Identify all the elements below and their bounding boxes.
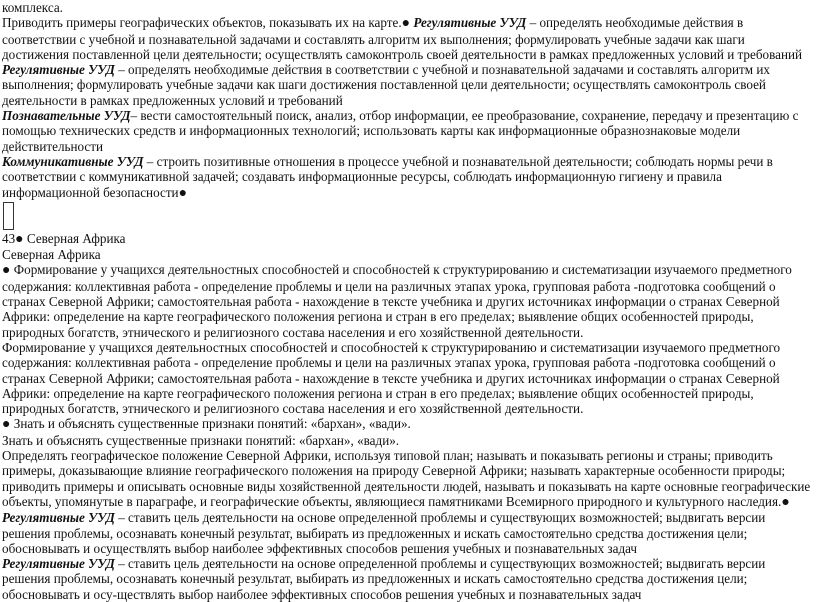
text: – ставить цель деятельности на основе определенной проблемы и существующих возможностей; выдвигать версии решения проблемы, осознавать конечный результат, выбирать из предложенных и искать самостоятельно средства достижения цели; обосновывать и осу-ществлять выбор наиболее эффективных способов решения учебных и познавательных задач (2, 556, 766, 602)
text: комплекса. (2, 0, 63, 15)
text: – определять необходимые действия в соответствии с учебной и познавательной задачами и составлять алгоритм их выполнения; формулировать учебные задачи как шаги достижения поставленной цели деятельности; осуществлять самоконтроль своей деятельности в рамках предложенных условий и требований (2, 62, 770, 108)
paragraph-examples-regulative (2, 15, 814, 62)
lesson-number: 43 (2, 230, 16, 246)
bold-heading: Регулятивные УУД (2, 510, 115, 526)
lesson-heading (2, 231, 814, 247)
text: Определять географическое положение Северной Африки, используя типовой план; называть и показывать регионы и страны; приводить примеры, доказывающие влияние географического положения на природу Северной Африки; называть характерные особенности природы; приводить примеры и описывать основные виды хозяйственной деятельности людей, называть и показывать на карте основные географические объекты, упомянутые в параграфе, и географические объекты, являющиеся памятниками Всемирного природного и культурного наследия. (2, 448, 811, 509)
bullet-icon: ● (401, 16, 411, 32)
text: – вести самостоятельный поиск, анализ, отбор информации, ее преобразование, сохранение, передачу и презентацию с помощью технических средств и информационных технологий; использовать карты как информационные образнознаковые модели действительности (2, 108, 799, 154)
text: Знать и объяснять существенные признаки понятий: «бархан», «вади». (10, 416, 411, 432)
bold-heading: Регулятивные УУД (2, 556, 115, 572)
lesson-title-plain (2, 247, 814, 262)
paragraph-complex (2, 0, 814, 15)
bullet-icon: ● (781, 494, 790, 510)
bold-heading: Регулятивные УУД (413, 15, 527, 31)
text: Приводить примеры географических объектов, показывать их на карте. (2, 15, 402, 31)
paragraph-formation-bullet (2, 262, 814, 339)
paragraph-cognitive (2, 108, 814, 154)
lesson-title: Северная Африка (23, 230, 126, 246)
text: – определять необходимые действия в соответствии с учебной и познавательной задачами и составлять алгоритм их выполнения; формулировать учебные задачи как шаги достижения поставленной цели деятельности; осуществлять самоконтроль своей деятельности в рамках предложенных условий и требований (2, 15, 803, 62)
empty-box (3, 202, 14, 230)
paragraph-communicative (2, 154, 814, 201)
paragraph-formation (2, 340, 814, 416)
bold-heading: Коммуникативные УУД (2, 153, 144, 169)
text: – строить позитивные отношения в процессе учебной и познавательной деятельности; соблюдать нормы речи в соответствии с коммуникативной задачей; создавать информационные ресурсы, соблюдать информационную гигиену и правила информационной безопасности (2, 153, 773, 200)
text: Знать и объяснять существенные признаки понятий: «бархан», «вади». (2, 432, 400, 448)
bullet-icon: ● (178, 185, 188, 201)
bold-heading: Познавательные УУД (2, 108, 131, 124)
paragraph-regulative-goal (2, 556, 814, 602)
paragraph-concepts (2, 433, 814, 448)
paragraph-regulative (2, 62, 814, 108)
bullet-icon: ● (15, 231, 24, 247)
text: Северная Африка (2, 247, 101, 263)
text: – ставить цель деятельности на основе определенной проблемы и существующих возможностей; выдвигать версии решения проблемы, осознавать конечный результат, выбирать из предложенных и искать самостоятельно средства достижения цели; обосновывать и осуществлять выбор наиболее эффективных способов решения учебных и познавательных задач (2, 510, 766, 556)
text: Формирование у учащихся деятельностных способностей и способностей к структурированию и систематизации изучаемого предметного содержания: коллективная работа - определение проблемы и цели на различных этапах урока, групповая работа -подготовка сообщений о странах Северной Африки; самостоятельная работа - нахождение в тексте учебника и других источниках информации о странах Северной Африки: определение на карте географического положения региона и стран в его пределах; выявление общих особенностей природы, природных богатств, этнического и религиозного состава населения и его хозяйственной деятельности. (2, 339, 781, 417)
bullet-icon: ● (2, 417, 11, 433)
bullet-icon: ● (2, 263, 11, 279)
text: Формирование у учащихся деятельностных способностей и способностей к структурированию и систематизации изучаемого предметного содержания: коллективная работа - определение проблемы и цели на различных этапах урока, групповая работа -подготовка сообщений о странах Северной Африки; самостоятельная работа - нахождение в тексте учебника и других источниках информации о странах Северной Африки: определение на карте географического положения региона и стран в его пределах; выявление общих особенностей природы, природных богатств, этнического и религиозного состава населения и его хозяйственной деятельности. (2, 262, 792, 340)
bold-heading: Регулятивные УУД (2, 62, 115, 78)
paragraph-concepts-bullet (2, 416, 814, 432)
